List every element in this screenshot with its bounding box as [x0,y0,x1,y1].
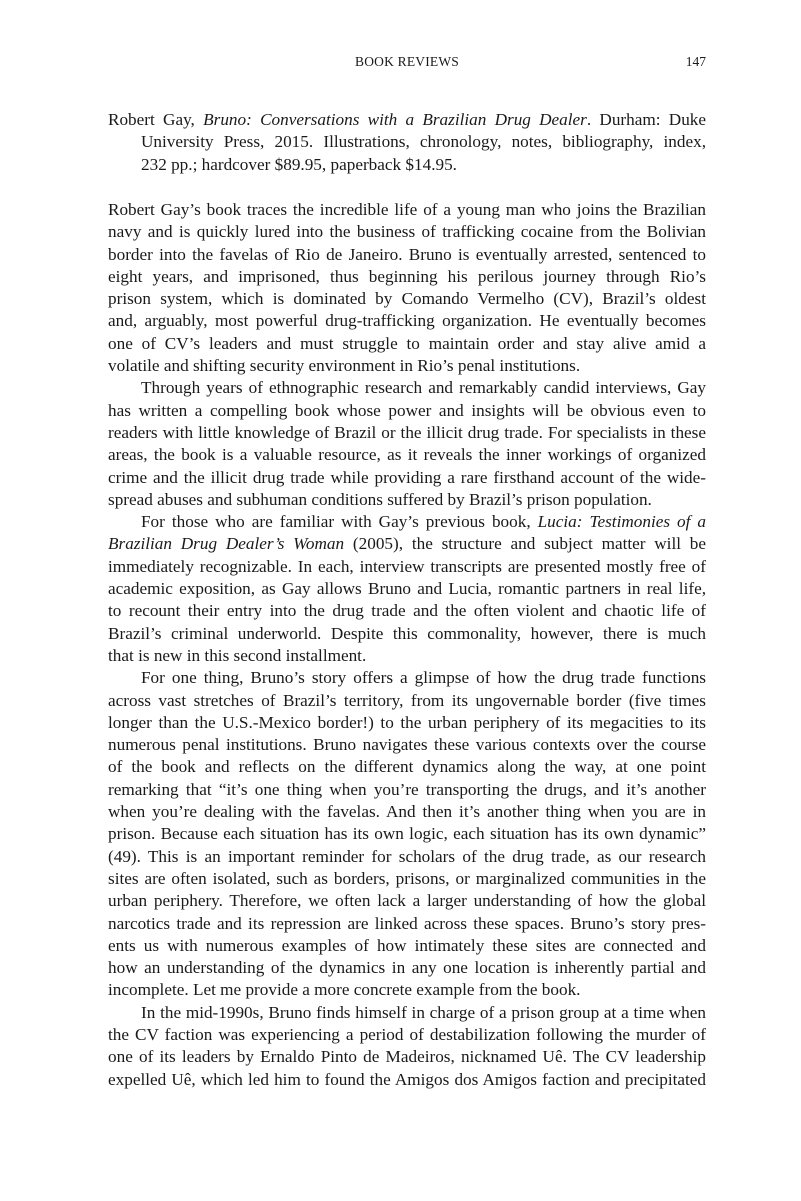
book-title-italic: Lucia: Testimonies of a [537,512,706,532]
text-line: urban periphery. Therefore, we often lack a larger understanding of how the global [108,891,706,911]
text-line: and, arguably, most powerful drug-trafficking organization. He eventually becomes [108,311,706,331]
text-line: Through years of ethnographic research and remarkably candid interviews, Gay [141,378,706,398]
text-run: For those who are familiar with Gay’s previous book, [141,512,531,532]
page-header [108,54,706,74]
text-line: spread abuses and subhuman conditions suffered by Brazil’s prison population. [108,489,652,509]
text-line: border into the favelas of Rio de Janeiro. Bruno is eventually arrested, sentenced to [108,244,706,264]
text-line: to recount their entry into the drug trade and the often violent and chaotic life of [108,601,706,621]
running-head: BOOK REVIEWS [354,54,460,69]
text-line: crime and the illicit drug trade while providing a rare firsthand account of the wide- [108,467,706,487]
text-line: Robert Gay’s book traces the incredible life of a young man who joins the Brazilian [108,200,706,219]
text-line: when you’re dealing with the favelas. And then it’s another thing when you are in [108,802,706,822]
text-line: Brazil’s criminal underworld. Despite this commonality, however, there is much [108,623,706,643]
review-body [108,199,706,1091]
citation-author: Robert Gay, [108,110,195,129]
text-line: prison. Because each situation has its own logic, each situation has its own dynamic” [108,824,706,844]
paragraph [108,199,706,377]
text-line: one of CV’s leaders and must struggle to maintain order and stay alive amid a [108,333,706,353]
paragraph [108,667,706,1001]
text-line: longer than the U.S.-Mexico border!) to the urban periphery of its megacities to its [108,712,706,732]
text-line: areas, the book is a valuable resource, as it reveals the inner workings of organized [108,445,706,465]
text-line: expelled Uê, which led him to found the Amigos dos Amigos faction and precipitated [108,1069,706,1089]
text-line: prison system, which is dominated by Comando Vermelho (CV), Brazil’s oldest [108,289,706,309]
citation-line: 232 pp.; hardcover $89.95, paperback $14.95. [141,154,457,174]
paragraph [108,511,706,667]
text-line: how an understanding of the dynamics in any one location is inherently partial and [108,958,706,978]
paragraph [108,377,706,511]
text-line [108,511,706,533]
text-line: sites are often isolated, such as borders, prisons, or marginalized communities in the [108,868,706,888]
text-line: volatile and shifting security environment in Rio’s penal institutions. [108,356,581,376]
text-line: academic exposition, as Gay allows Bruno and Lucia, romantic partners in real life, [108,579,706,599]
text-line: numerous penal institutions. Bruno navigates these various contexts over the course [108,735,706,755]
text-line: (49). This is an important reminder for scholars of the drug trade, as our research [108,846,706,866]
paragraph [108,1002,706,1091]
book-title-italic: Brazilian Drug Dealer’s Woman [108,534,345,554]
text-line: ents us with numerous examples of how intimately these sites are connected and [108,935,706,955]
text-run: (2005), the structure and subject matter will be [352,534,706,554]
text-line: that is new in this second installment. [108,645,367,665]
text-line: across vast stretches of Brazil’s territory, from its ungovernable border (five times [108,690,706,710]
text-line: In the mid-1990s, Bruno finds himself in charge of a prison group at a time when [141,1002,706,1022]
text-line: readers with little knowledge of Brazil or the illicit drug trade. For specialists in these [108,422,706,442]
text-line [108,533,706,555]
text-line: immediately recognizable. In each, interview transcripts are presented mostly free of [108,556,706,576]
text-line: navy and is quickly lured into the business of trafficking cocaine from the Bolivian [108,222,706,242]
text-line: narcotics trade and its repression are linked across these spaces. Bruno’s story pres- [108,913,706,933]
text-line: the CV faction was experiencing a period of destabilization following the murder of [108,1024,706,1044]
citation-book-title: Bruno: Conversations with a Brazilian Drug Dealer [203,110,587,129]
page-number: 147 [685,54,706,69]
book-citation [108,109,706,176]
text-line: remarking that “it’s one thing when you’re transporting the drugs, and it’s another [108,779,706,799]
text-line: one of its leaders by Ernaldo Pinto de Madeiros, nicknamed Uê. The CV leadership [108,1047,706,1067]
citation-line [108,109,706,131]
text-line: incomplete. Let me provide a more concrete example from the book. [108,980,581,1000]
citation-line: University Press, 2015. Illustrations, chronology, notes, bibliography, index, [141,132,706,152]
citation-publisher: . Durham: Duke [586,110,706,129]
text-line: has written a compelling book whose power and insights will be obvious even to [108,400,706,420]
text-line: eight years, and imprisoned, thus beginning his perilous journey through Rio’s [108,266,706,286]
text-line: of the book and reflects on the different dynamics along the way, at one point [108,757,706,777]
text-line: For one thing, Bruno’s story offers a glimpse of how the drug trade functions [141,668,706,688]
